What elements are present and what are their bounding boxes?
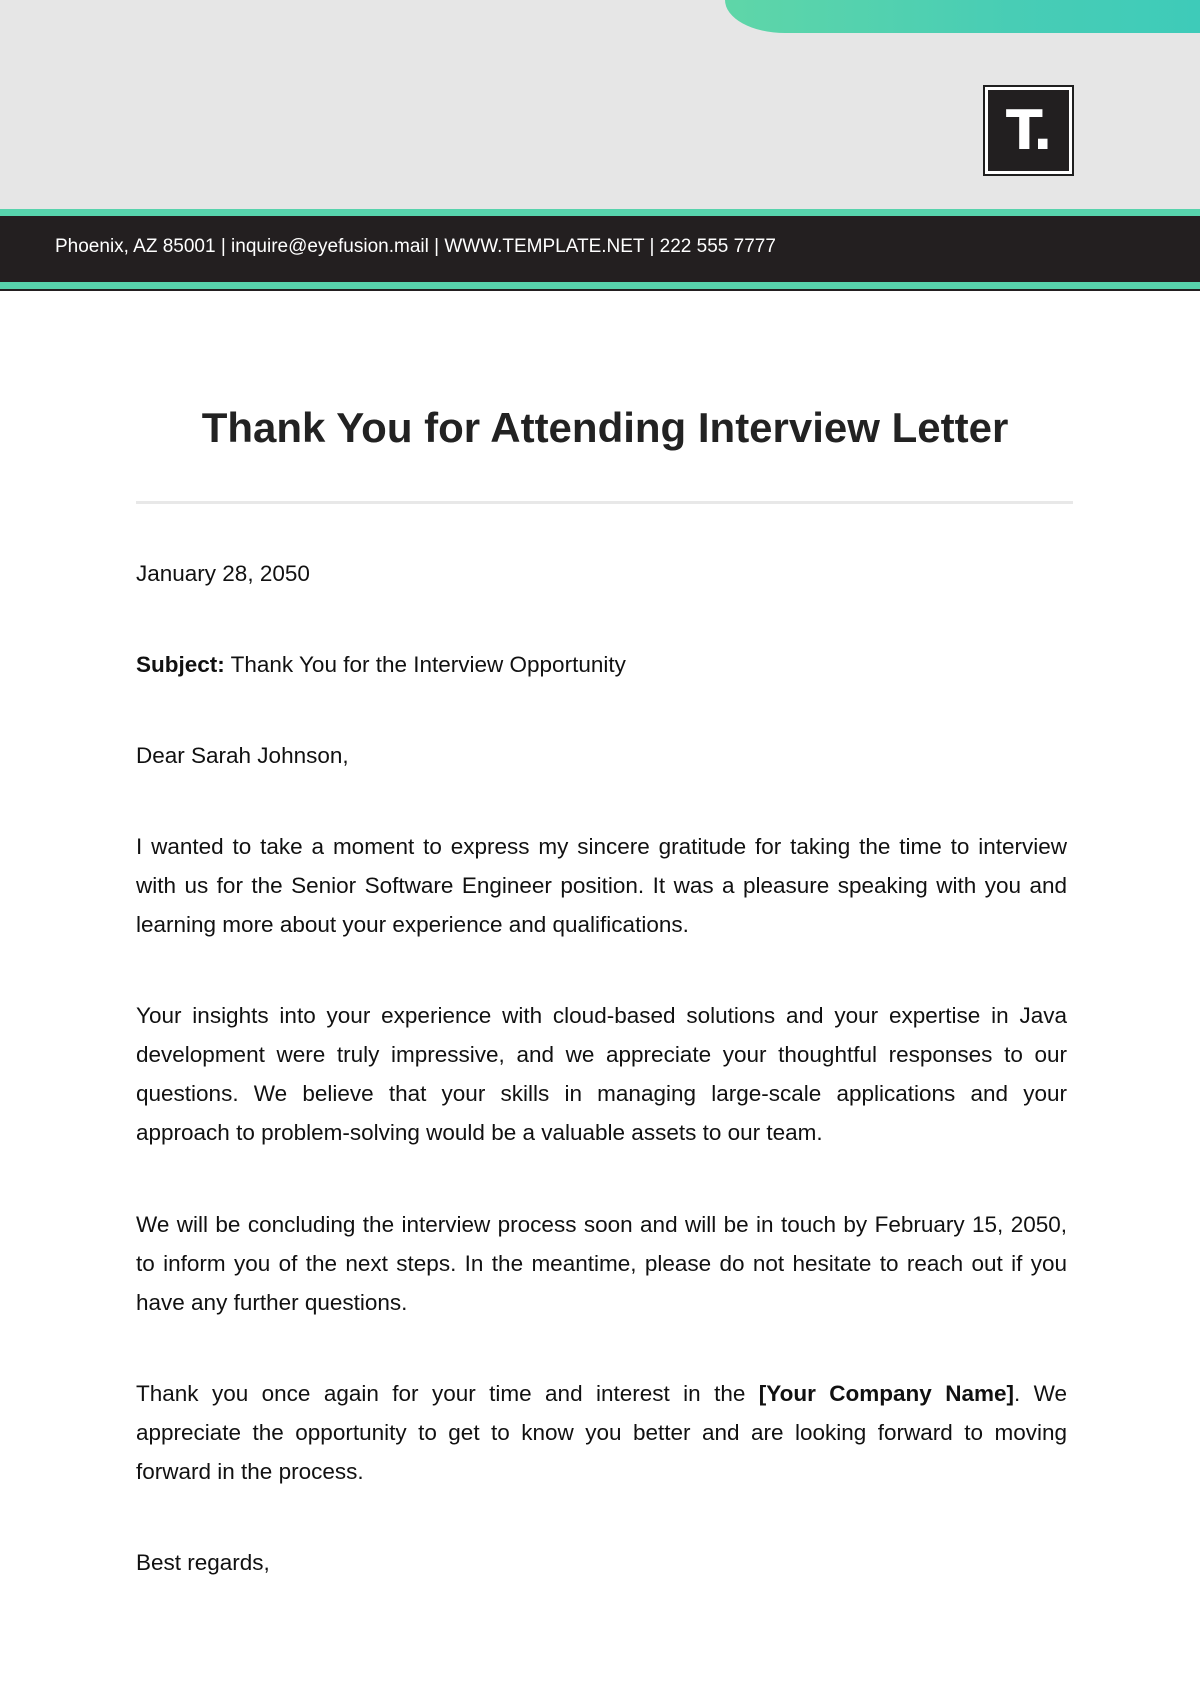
letter-paragraph-3: We will be concluding the interview process soon and will be in touch by February 15, 2050, to inform you of the next steps. In the meantime, please do not hesitate to reach out if you have any further questions. (136, 1212, 1067, 1315)
letter-subject (136, 645, 1067, 684)
logo-letter: T. (988, 90, 1069, 171)
contact-bar-top-accent (0, 209, 1200, 216)
company-logo (983, 85, 1074, 176)
letter-paragraph-4 (136, 1374, 1067, 1491)
letter-date: January 28, 2050 (136, 561, 310, 586)
contact-bar-bottom-accent (0, 282, 1200, 289)
subject-text: Thank You for the Interview Opportunity (224, 652, 626, 677)
paragraph-4-start: Thank you once again for your time and interest in the (136, 1381, 759, 1406)
letter-salutation: Dear Sarah Johnson, (136, 743, 349, 768)
accent-swoosh (725, 0, 1200, 33)
letter-paragraph-1: I wanted to take a moment to express my sincere gratitude for taking the time to interview with us for the Senior Software Engineer position. It was a pleasure speaking with you and learning more about your experience and qualifications. (136, 834, 1067, 937)
letter-paragraph-2: Your insights into your experience with cloud-based solutions and your expertise in Java development were truly impressive, and we appreciate your thoughtful responses to our questions. We believe that your skills in managing large-scale applications and your approach to problem-solving would be a valuable assets to our team. (136, 1003, 1067, 1145)
subject-label: Subject: (136, 652, 225, 677)
title-divider (136, 501, 1073, 504)
company-name-placeholder: [Your Company Name] (758, 1381, 1014, 1406)
paragraph-4-end: . We appreciate the opportunity to get to know you better and are looking forward to moving forward in the process. (136, 1381, 1067, 1484)
contact-info: Phoenix, AZ 85001 | inquire@eyefusion.mail | WWW.TEMPLATE.NET | 222 555 7777 (55, 236, 776, 257)
letter-closing: Best regards, (136, 1550, 270, 1575)
page-title: Thank You for Attending Interview Letter (201, 404, 1009, 451)
